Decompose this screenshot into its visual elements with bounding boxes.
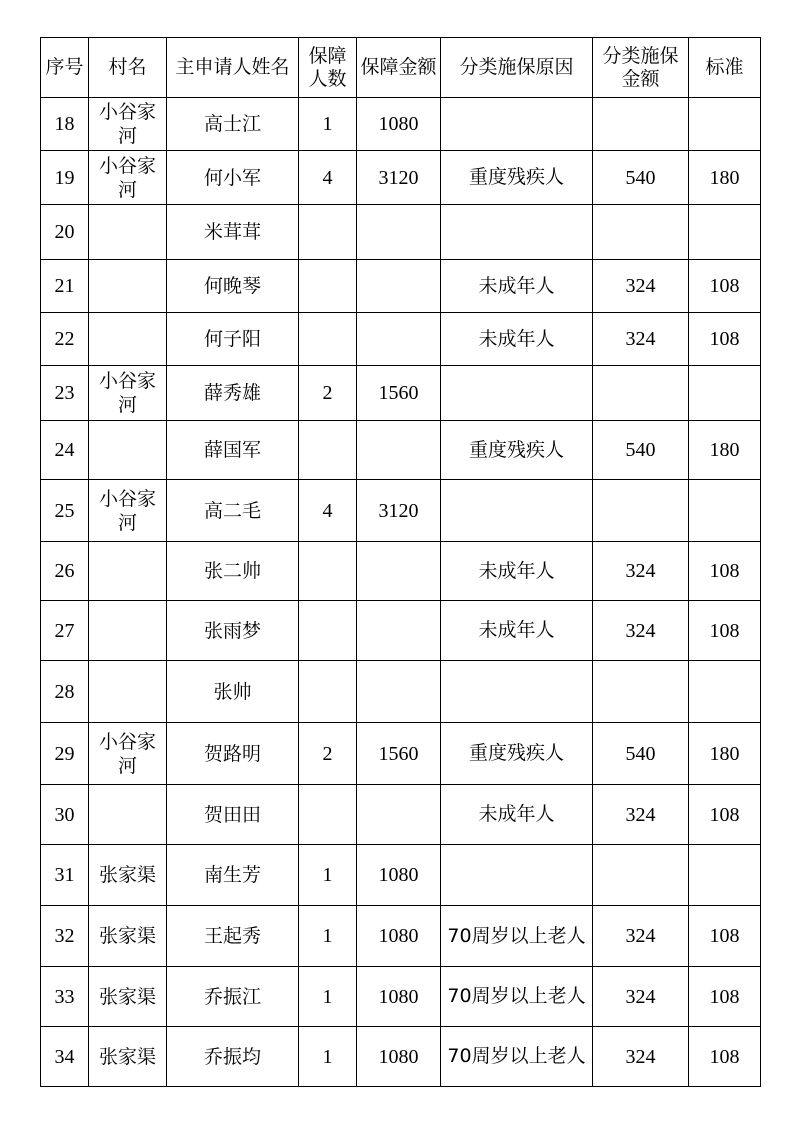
table-row	[41, 1027, 761, 1087]
cell-amount: 3120	[357, 480, 441, 542]
cell-reason	[441, 205, 593, 260]
cell-village: 小谷家河	[89, 98, 167, 151]
cell-applicant: 高士江	[167, 98, 299, 151]
header-row	[41, 38, 761, 98]
cell-village	[89, 601, 167, 661]
cell-applicant: 张雨梦	[167, 601, 299, 661]
cell-standard	[689, 480, 761, 542]
assistance-table	[40, 37, 761, 1087]
cell-count	[299, 260, 357, 313]
cell-standard	[689, 98, 761, 151]
cell-village	[89, 205, 167, 260]
header-reason: 分类施保原因	[441, 38, 593, 98]
table-row	[41, 785, 761, 845]
cell-count	[299, 785, 357, 845]
cell-applicant: 贺田田	[167, 785, 299, 845]
cell-standard: 108	[689, 601, 761, 661]
cell-amount: 1080	[357, 1027, 441, 1087]
cell-village	[89, 260, 167, 313]
table-row	[41, 542, 761, 601]
cell-reason: 70周岁以上老人	[441, 1027, 593, 1087]
cell-reason: 未成年人	[441, 260, 593, 313]
cell-count	[299, 421, 357, 480]
cell-village	[89, 313, 167, 366]
cell-applicant: 王起秀	[167, 906, 299, 967]
cell-count	[299, 601, 357, 661]
table-row	[41, 480, 761, 542]
cell-serial: 31	[41, 845, 89, 906]
table-row	[41, 260, 761, 313]
cell-class-amount	[593, 98, 689, 151]
cell-village: 张家渠	[89, 1027, 167, 1087]
cell-serial: 26	[41, 542, 89, 601]
header-serial: 序号	[41, 38, 89, 98]
cell-amount	[357, 785, 441, 845]
cell-reason: 重度残疾人	[441, 151, 593, 205]
cell-reason: 重度残疾人	[441, 421, 593, 480]
cell-amount	[357, 205, 441, 260]
cell-village	[89, 785, 167, 845]
cell-applicant: 张帅	[167, 661, 299, 723]
cell-standard: 108	[689, 313, 761, 366]
cell-class-amount: 324	[593, 1027, 689, 1087]
header-count: 保障人数	[299, 38, 357, 98]
cell-amount	[357, 260, 441, 313]
cell-class-amount: 540	[593, 723, 689, 785]
table-row	[41, 601, 761, 661]
cell-standard: 180	[689, 723, 761, 785]
table-row	[41, 421, 761, 480]
cell-count: 2	[299, 366, 357, 421]
cell-class-amount: 324	[593, 260, 689, 313]
cell-count: 1	[299, 98, 357, 151]
cell-reason	[441, 366, 593, 421]
cell-count	[299, 661, 357, 723]
cell-count: 4	[299, 151, 357, 205]
table-row	[41, 845, 761, 906]
cell-applicant: 南生芳	[167, 845, 299, 906]
cell-standard	[689, 845, 761, 906]
cell-count: 1	[299, 1027, 357, 1087]
cell-count: 1	[299, 967, 357, 1027]
header-class-amount: 分类施保金额	[593, 38, 689, 98]
cell-standard: 180	[689, 151, 761, 205]
cell-reason: 70周岁以上老人	[441, 906, 593, 967]
table-row	[41, 366, 761, 421]
cell-serial: 27	[41, 601, 89, 661]
cell-reason: 未成年人	[441, 313, 593, 366]
cell-serial: 34	[41, 1027, 89, 1087]
cell-amount: 1080	[357, 906, 441, 967]
cell-serial: 25	[41, 480, 89, 542]
table-row	[41, 723, 761, 785]
cell-applicant: 何晚琴	[167, 260, 299, 313]
cell-amount: 1080	[357, 967, 441, 1027]
cell-village: 张家渠	[89, 967, 167, 1027]
cell-serial: 21	[41, 260, 89, 313]
cell-standard	[689, 366, 761, 421]
cell-amount: 1080	[357, 98, 441, 151]
cell-serial: 33	[41, 967, 89, 1027]
cell-reason	[441, 480, 593, 542]
cell-applicant: 何小军	[167, 151, 299, 205]
header-amount: 保障金额	[357, 38, 441, 98]
cell-standard: 180	[689, 421, 761, 480]
cell-amount: 1560	[357, 366, 441, 421]
cell-standard: 108	[689, 1027, 761, 1087]
cell-village: 小谷家河	[89, 480, 167, 542]
cell-class-amount	[593, 366, 689, 421]
cell-serial: 20	[41, 205, 89, 260]
cell-applicant: 薛秀雄	[167, 366, 299, 421]
cell-village	[89, 542, 167, 601]
cell-village	[89, 421, 167, 480]
table-row	[41, 906, 761, 967]
cell-amount	[357, 421, 441, 480]
cell-village: 张家渠	[89, 906, 167, 967]
table-row	[41, 661, 761, 723]
cell-class-amount: 324	[593, 906, 689, 967]
cell-serial: 29	[41, 723, 89, 785]
cell-applicant: 乔振均	[167, 1027, 299, 1087]
cell-village: 张家渠	[89, 845, 167, 906]
cell-count: 2	[299, 723, 357, 785]
cell-reason: 70周岁以上老人	[441, 967, 593, 1027]
table-row	[41, 967, 761, 1027]
table-row	[41, 313, 761, 366]
cell-count	[299, 205, 357, 260]
cell-village	[89, 661, 167, 723]
cell-serial: 30	[41, 785, 89, 845]
cell-amount	[357, 313, 441, 366]
header-applicant: 主申请人姓名	[167, 38, 299, 98]
cell-serial: 24	[41, 421, 89, 480]
cell-serial: 23	[41, 366, 89, 421]
header-standard: 标准	[689, 38, 761, 98]
cell-class-amount: 540	[593, 421, 689, 480]
table-row	[41, 205, 761, 260]
cell-count	[299, 313, 357, 366]
cell-amount: 1080	[357, 845, 441, 906]
cell-class-amount	[593, 205, 689, 260]
cell-serial: 19	[41, 151, 89, 205]
cell-standard: 108	[689, 906, 761, 967]
cell-applicant: 何子阳	[167, 313, 299, 366]
cell-serial: 22	[41, 313, 89, 366]
cell-class-amount: 324	[593, 313, 689, 366]
cell-amount	[357, 601, 441, 661]
cell-serial: 32	[41, 906, 89, 967]
cell-applicant: 张二帅	[167, 542, 299, 601]
table-body	[41, 98, 761, 1087]
cell-applicant: 薛国军	[167, 421, 299, 480]
cell-reason: 未成年人	[441, 601, 593, 661]
header-village: 村名	[89, 38, 167, 98]
cell-applicant: 乔振江	[167, 967, 299, 1027]
cell-class-amount: 324	[593, 542, 689, 601]
cell-class-amount: 324	[593, 601, 689, 661]
cell-standard: 108	[689, 542, 761, 601]
cell-serial: 18	[41, 98, 89, 151]
cell-reason: 未成年人	[441, 785, 593, 845]
cell-village: 小谷家河	[89, 366, 167, 421]
cell-standard: 108	[689, 967, 761, 1027]
cell-applicant: 米茸茸	[167, 205, 299, 260]
cell-amount	[357, 661, 441, 723]
cell-standard	[689, 205, 761, 260]
cell-reason	[441, 98, 593, 151]
cell-reason: 未成年人	[441, 542, 593, 601]
cell-class-amount: 324	[593, 785, 689, 845]
table-row	[41, 151, 761, 205]
cell-serial: 28	[41, 661, 89, 723]
cell-standard: 108	[689, 260, 761, 313]
cell-class-amount: 324	[593, 967, 689, 1027]
cell-count: 4	[299, 480, 357, 542]
cell-standard	[689, 661, 761, 723]
cell-village: 小谷家河	[89, 723, 167, 785]
table-row	[41, 98, 761, 151]
cell-class-amount	[593, 480, 689, 542]
cell-count	[299, 542, 357, 601]
cell-village: 小谷家河	[89, 151, 167, 205]
cell-reason	[441, 845, 593, 906]
cell-reason: 重度残疾人	[441, 723, 593, 785]
cell-class-amount	[593, 661, 689, 723]
cell-applicant: 贺路明	[167, 723, 299, 785]
cell-standard: 108	[689, 785, 761, 845]
cell-amount: 1560	[357, 723, 441, 785]
cell-applicant: 高二毛	[167, 480, 299, 542]
cell-class-amount	[593, 845, 689, 906]
cell-count: 1	[299, 906, 357, 967]
cell-class-amount: 540	[593, 151, 689, 205]
cell-amount	[357, 542, 441, 601]
cell-amount: 3120	[357, 151, 441, 205]
cell-reason	[441, 661, 593, 723]
cell-count: 1	[299, 845, 357, 906]
